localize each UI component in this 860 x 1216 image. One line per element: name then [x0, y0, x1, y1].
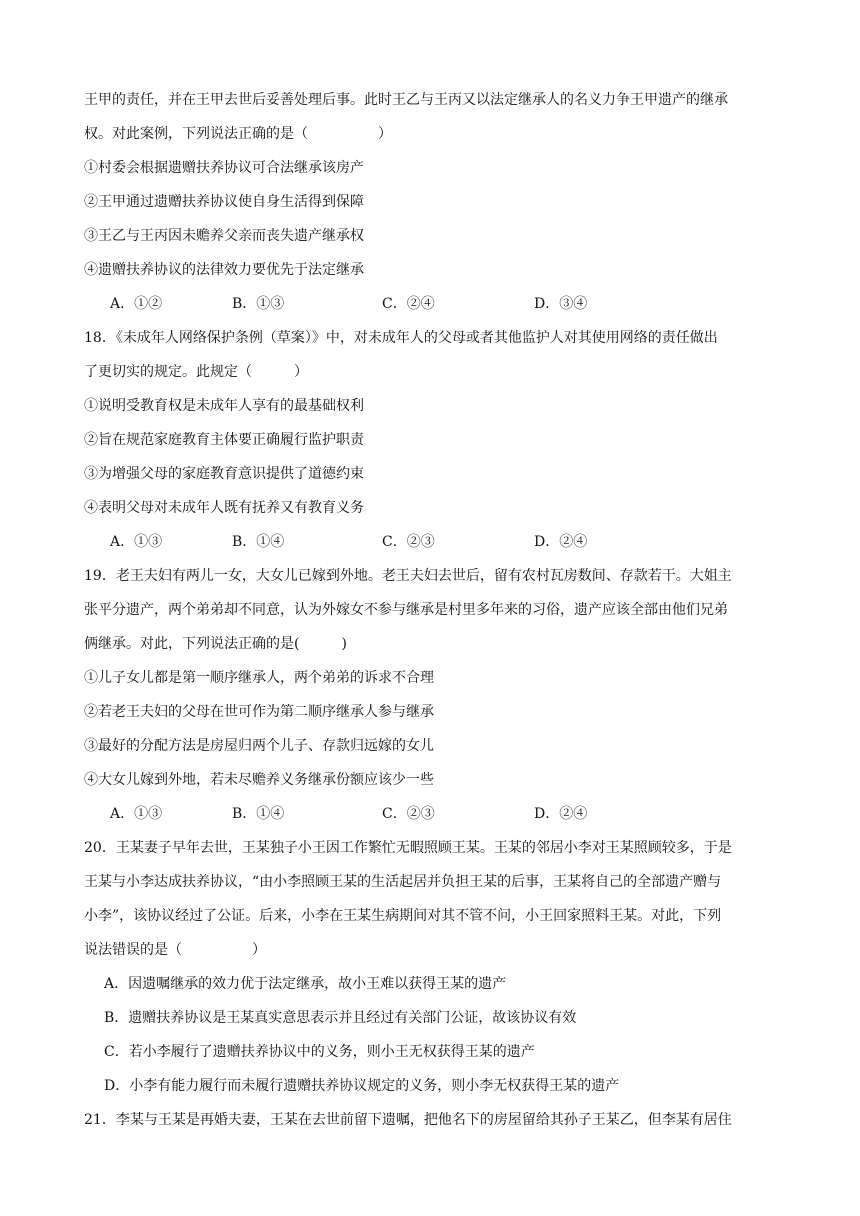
q20-choice-a: A．因遗嘱继承的效力优于法定继承，故小王难以获得王某的遗产: [104, 976, 507, 992]
q17-statement-1: ①村委会根据遗赠扶养协议可合法继承该房产: [84, 160, 364, 176]
q19-options: [110, 804, 710, 824]
q17-option-b: B．①③: [232, 296, 285, 312]
q20-line-2: 王某与小李达成扶养协议，“由小李照顾王某的生活起居并负担王某的后事，王某将自己的全部遗产赠与: [84, 874, 722, 890]
q20-choice-c: C．若小李履行了遗赠扶养协议中的义务，则小王无权获得王某的遗产: [104, 1044, 535, 1060]
q19-line-1: 19．老王夫妇有两儿一女，大女儿已嫁到外地。老王夫妇去世后，留有农村瓦房数间、存款若干。大姐主: [84, 568, 732, 584]
q21-line-1: 21．李某与王某是再婚夫妻，王某在去世前留下遗嘱，把他名下的房屋留给其孙子王某乙，但李某有居住: [84, 1112, 732, 1128]
q20-choice-b: B．遗赠扶养协议是王某真实意思表示并且经过有关部门公证，故该协议有效: [104, 1010, 577, 1026]
q18-statement-2: ②旨在规范家庭教育主体要正确履行监护职责: [84, 432, 364, 448]
q19-statement-3: ③最好的分配方法是房屋归两个儿子、存款归远嫁的女儿: [84, 738, 434, 754]
q18-statement-1: ①说明受教育权是未成年人享有的最基础权利: [84, 398, 364, 414]
q17-option-a: A．①②: [110, 296, 163, 312]
q18-option-b: B．①④: [232, 534, 285, 550]
q17-option-d: D．③④: [534, 296, 588, 312]
q17-option-c: C．②④: [382, 296, 435, 312]
q20-choice-d: D．小李有能力履行而未履行遗赠扶养协议规定的义务，则小李无权获得王某的遗产: [104, 1078, 620, 1094]
q18-line-1: 18．《未成年人网络保护条例（草案）》中，对未成年人的父母或者其他监护人对其使用网络的责任做出: [84, 330, 718, 346]
q19-line-2: 张平分遗产，两个弟弟却不同意，认为外嫁女不参与继承是村里多年来的习俗，遗产应该全部由他们兄弟: [84, 602, 728, 618]
q19-option-c: C．②③: [382, 806, 435, 822]
q17-statement-2: ②王甲通过遗赠扶养协议使自身生活得到保障: [84, 194, 364, 210]
q18-option-a: A．①③: [110, 534, 163, 550]
q18-option-d: D．②④: [534, 534, 588, 550]
q20-line-1: 20．王某妻子早年去世，王某独子小王因工作繁忙无暇照顾王某。王某的邻居小李对王某照顾较多，于是: [84, 840, 732, 856]
q17-statement-4: ④遗赠扶养协议的法律效力要优先于法定继承: [84, 262, 364, 278]
q18-line-2: 了更切实的规定。此规定（ ）: [84, 364, 308, 380]
q19-option-a: A．①③: [110, 806, 163, 822]
q19-statement-1: ①儿子女儿都是第一顺序继承人，两个弟弟的诉求不合理: [84, 670, 434, 686]
q18-statement-4: ④表明父母对未成年人既有抚养又有教育义务: [84, 500, 364, 516]
q19-option-d: D．②④: [534, 806, 588, 822]
q17-line-1: 王甲的责任，并在王甲去世后妥善处理后事。此时王乙与王丙又以法定继承人的名义力争王甲遗产的继承: [84, 92, 728, 108]
q19-option-b: B．①④: [232, 806, 285, 822]
q19-statement-2: ②若老王夫妇的父母在世可作为第二顺序继承人参与继承: [84, 704, 434, 720]
q17-statement-3: ③王乙与王丙因未赡养父亲而丧失遗产继承权: [84, 228, 364, 244]
q18-option-c: C．②③: [382, 534, 435, 550]
q18-statement-3: ③为增强父母的家庭教育意识提供了道德约束: [84, 466, 364, 482]
q17-line-2: 权。对此案例，下列说法正确的是（ ）: [84, 126, 392, 142]
q19-statement-4: ④大女儿嫁到外地，若未尽赡养义务继承份额应该少一些: [84, 772, 434, 788]
q19-line-3: 俩继承。对此，下列说法正确的是( ): [84, 636, 347, 652]
q17-options: [110, 294, 710, 314]
q18-options: [110, 532, 710, 552]
q20-line-3: 小李”，该协议经过了公证。后来，小李在王某生病期间对其不管不问，小王回家照料王某。对此，下列: [84, 908, 722, 924]
q20-line-4: 说法错误的是（ ）: [84, 942, 266, 958]
